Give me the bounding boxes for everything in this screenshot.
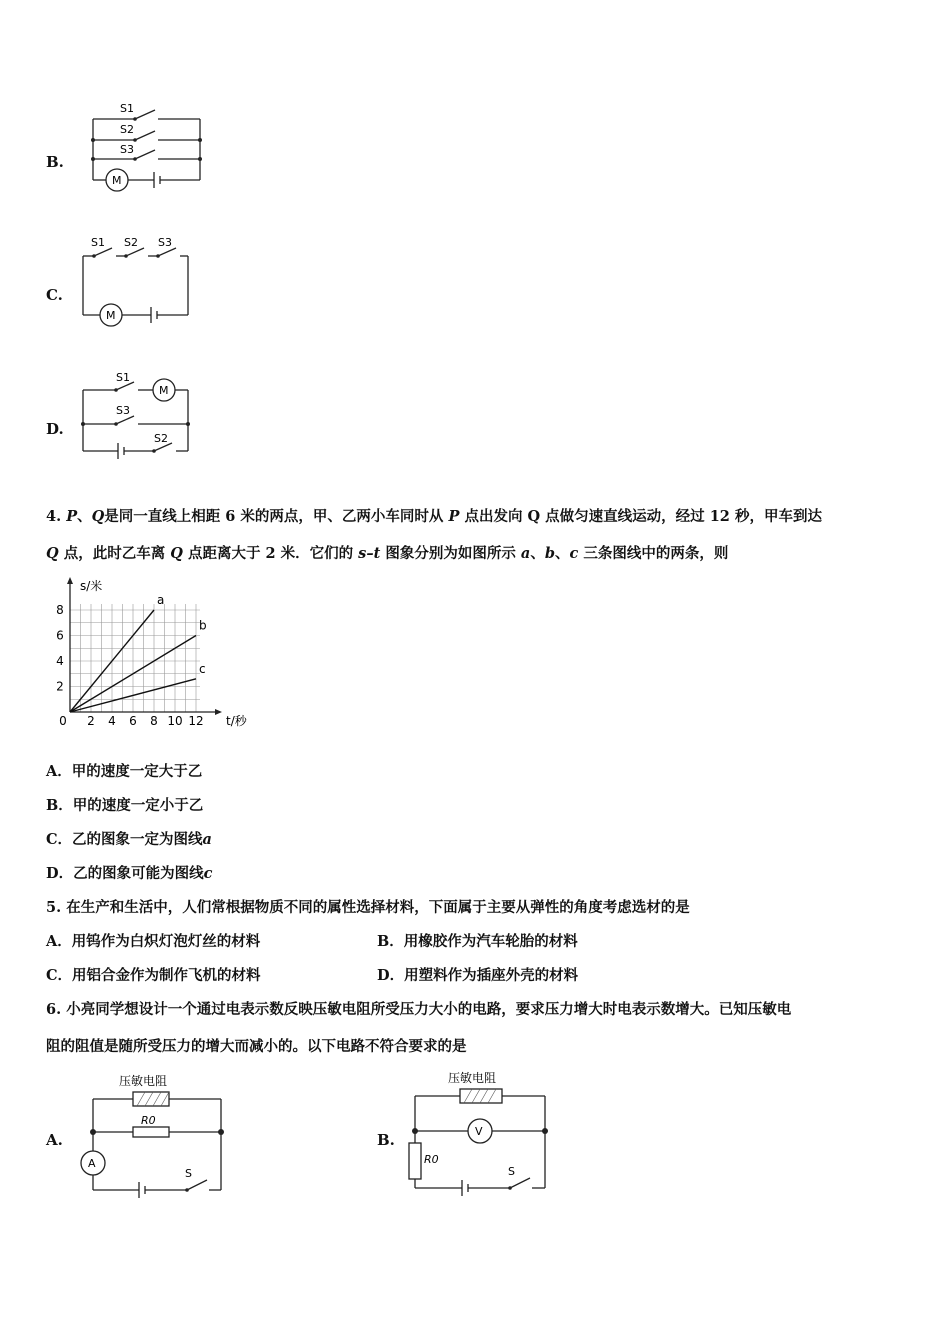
q6-option-a-circuit — [75, 1065, 235, 1200]
chart-grid — [70, 604, 200, 712]
q3-option-c-circuit — [78, 230, 203, 330]
q3b-motor: M — [112, 174, 122, 187]
q6b-sensor-label: 压敏电阻 — [448, 1071, 497, 1085]
q3-option-d-circuit — [78, 365, 203, 465]
q3-option-d-label[interactable]: D. — [46, 420, 64, 438]
chart-xtick-12: 12 — [188, 714, 204, 728]
chart-xtick-4: 4 — [108, 714, 116, 728]
q3c-motor: M — [106, 309, 116, 322]
chart-xtick-2: 2 — [87, 714, 95, 728]
q3d-switch-s1: S1 — [116, 371, 130, 384]
chart-xtick-0: 0 — [59, 714, 67, 728]
q6-line2: 阻的阻值是随所受压力的增大而减小的。以下电路不符合要求的是 — [46, 1038, 467, 1055]
q4-line2: Q 点，此时乙车离 Q 点距离大于 2 米．它们的 s–t 图象分别为如图所示 a、b、c 三条图线中的两条，则 — [46, 545, 729, 562]
q6a-r0-label: R0 — [141, 1114, 156, 1127]
q6b-switch: S — [508, 1165, 515, 1178]
q6-line1: 6. 小亮同学想设计一个通过电表示数反映压敏电阻所受压力大小的电路，要求压力增大时电表示数增大。已知压敏电 — [46, 1001, 792, 1018]
chart-xtick-8: 8 — [150, 714, 158, 728]
q3d-switch-s2: S2 — [154, 432, 168, 445]
q6a-switch: S — [185, 1167, 192, 1180]
q6a-ammeter: A — [88, 1157, 96, 1170]
q3c-switch-s3: S3 — [158, 236, 172, 249]
q4-choice-d[interactable]: D．乙的图象可能为图线c — [46, 865, 213, 882]
chart-series-label-a: a — [157, 593, 165, 607]
q5-choice-a[interactable]: A．用钨作为白炽灯泡灯丝的材料 — [46, 933, 261, 950]
chart-ytick-8: 8 — [56, 603, 64, 617]
chart-x-arrow — [215, 709, 222, 715]
q6a-sensor-label: 压敏电阻 — [119, 1074, 168, 1088]
q3-option-c-label[interactable]: C. — [46, 286, 63, 304]
q4-choice-a[interactable]: A．甲的速度一定大于乙 — [46, 763, 203, 780]
q6-option-b-circuit — [400, 1063, 560, 1198]
q3b-switch-s3: S3 — [120, 143, 134, 156]
q6b-r0-label: R0 — [424, 1153, 439, 1166]
chart-series-label-c: c — [199, 661, 206, 676]
q3-option-b-circuit — [78, 98, 208, 198]
q4-choice-c[interactable]: C．乙的图象一定为图线a — [46, 831, 212, 848]
q3-option-b-label[interactable]: B. — [46, 153, 64, 171]
chart-ytick-4: 4 — [56, 654, 64, 668]
q5-choice-c[interactable]: C．用铝合金作为制作飞机的材料 — [46, 967, 261, 984]
q3d-switch-s3: S3 — [116, 404, 130, 417]
q6-option-a-label[interactable]: A. — [46, 1131, 63, 1149]
chart-xtick-6: 6 — [129, 714, 137, 728]
q4-number: 4. — [46, 508, 62, 525]
q6b-voltmeter: V — [475, 1125, 483, 1138]
q5-choice-b[interactable]: B．用橡胶作为汽车轮胎的材料 — [377, 933, 578, 950]
q3c-switch-s2: S2 — [124, 236, 138, 249]
q3b-switch-s2: S2 — [120, 123, 134, 136]
q6-option-b-label[interactable]: B. — [377, 1131, 395, 1149]
q3b-switch-s1: S1 — [120, 102, 134, 115]
q4-st-chart — [50, 575, 255, 730]
q4-line1: 4. P、Q是同一直线上相距 6 米的两点，甲、乙两小车同时从 P 点出发向 Q 点做匀速直线运动，经过 12 秒，甲车到达 — [46, 508, 822, 525]
chart-ylabel: s/米 — [80, 579, 103, 593]
chart-xlabel: t/秒 — [226, 714, 247, 728]
chart-series-label-b: b — [199, 618, 207, 633]
chart-y-arrow — [67, 577, 73, 584]
chart-ytick-6: 6 — [56, 628, 64, 643]
chart-xtick-10: 10 — [167, 714, 183, 728]
chart-ytick-2: 2 — [56, 679, 64, 694]
q3c-switch-s1: S1 — [91, 236, 105, 249]
q4-choice-b[interactable]: B．甲的速度一定小于乙 — [46, 797, 204, 814]
q5-question: 5. 在生产和生活中，人们常根据物质不同的属性选择材料，下面属于主要从弹性的角度考虑选材的是 — [46, 899, 690, 916]
q5-choice-d[interactable]: D．用塑料作为插座外壳的材料 — [377, 967, 579, 984]
q3d-motor: M — [159, 384, 169, 397]
